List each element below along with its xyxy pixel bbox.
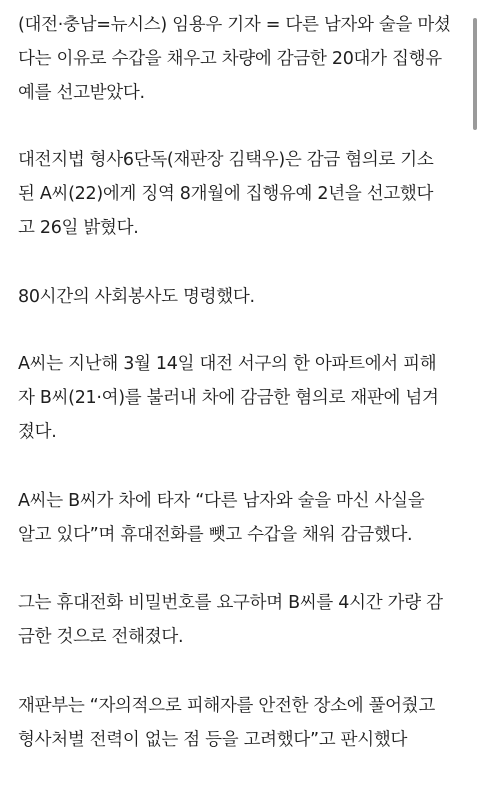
paragraph-ruling: [18, 689, 460, 757]
text-line: 된 A씨(22)에게 징역 8개월에 집행유예 2년을 선고했다: [18, 184, 434, 204]
paragraph-incident: [18, 347, 460, 449]
text-line: 대전지법 형사6단독(재판장 김택우)은 감금 혐의로 기소: [18, 150, 434, 170]
text-line: 예를 선고받았다.: [18, 83, 145, 103]
paragraph-sentence: [18, 143, 460, 245]
text-line: 알고 있다”며 휴대전화를 뺏고 수갑을 채워 감금했다.: [18, 525, 413, 545]
paragraph-password: [18, 586, 460, 654]
text-line: 졌다.: [18, 422, 57, 442]
text-line: 형사처벌 전력이 없는 점 등을 고려했다”고 판시했다: [18, 730, 408, 750]
text-line: (대전·충남=뉴시스) 임용우 기자 = 다른 남자와 술을 마셨: [18, 15, 451, 35]
text-line: A씨는 B씨가 차에 타자 “다른 남자와 술을 마신 사실을: [18, 491, 425, 511]
paragraph-handcuffs: [18, 484, 460, 552]
text-line: 자 B씨(21·여)를 불러내 차에 감금한 혐의로 재판에 넘겨: [18, 388, 439, 408]
paragraph-community-service: [18, 280, 460, 314]
text-line: A씨는 지난해 3월 14일 대전 서구의 한 아파트에서 피해: [18, 354, 437, 374]
text-line: 고 26일 밝혔다.: [18, 218, 139, 238]
text-line: 80시간의 사회봉사도 명령했다.: [18, 287, 255, 307]
text-line: 다는 이유로 수갑을 채우고 차량에 감금한 20대가 집행유: [18, 49, 442, 69]
text-line: 재판부는 “자의적으로 피해자를 안전한 장소에 풀어줬고: [18, 696, 435, 716]
text-line: 그는 휴대전화 비밀번호를 요구하며 B씨를 4시간 가량 감: [18, 593, 443, 613]
paragraph-lead: [18, 8, 460, 110]
scrollbar-thumb[interactable]: [473, 18, 477, 130]
text-line: 금한 것으로 전해졌다.: [18, 627, 184, 647]
